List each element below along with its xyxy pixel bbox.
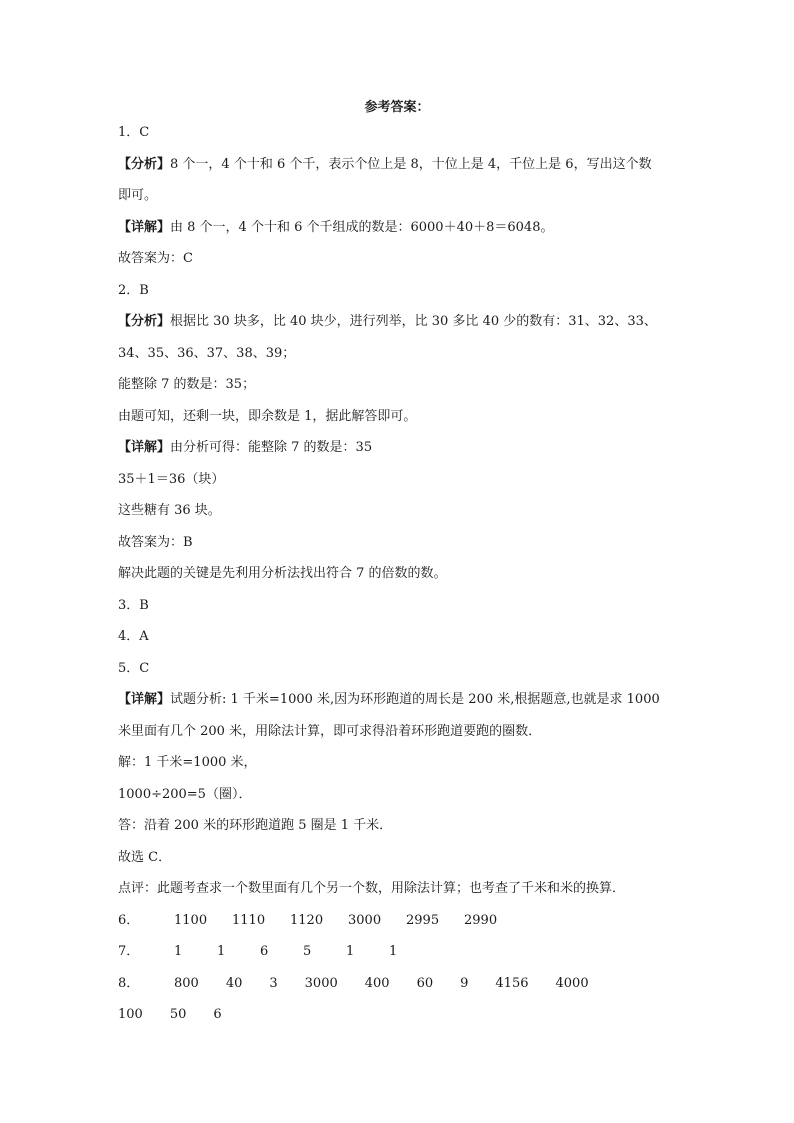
answer-value: 4000: [555, 975, 589, 991]
answer-value: 2990: [464, 912, 498, 928]
answer-2-result: 这些糖有 36 块。: [118, 503, 221, 518]
answer-value: 100: [118, 1007, 143, 1022]
answer-8-cont: [118, 1004, 688, 1036]
answer-1-analysis-cont: 即可。: [118, 188, 158, 203]
answer-2-detail: [118, 437, 688, 469]
answer-1-analysis: [118, 154, 688, 186]
answer-2-final: 故答案为：B: [118, 534, 193, 550]
answer-8-values-cont: [118, 1004, 249, 1026]
answer-7-values: [174, 941, 432, 963]
detail-text: 由分析可得：能整除 7 的数是：35: [170, 440, 373, 455]
answer-1-final: 故答案为：C: [118, 251, 193, 266]
answer-5-calc: 1000÷200=5（圈）．: [118, 786, 252, 802]
answer-8-values: [174, 973, 616, 995]
answer-value: 4156: [495, 975, 529, 991]
answer-5-detail-cont: 米里面有几个 200 米，用除法计算，即可求得沿着环形跑道要跑的圈数．: [118, 723, 542, 739]
answer-value: 1100: [174, 912, 208, 928]
answer-5-final: 故选 C．: [118, 849, 172, 865]
answer-8-number: 8．: [118, 975, 140, 991]
page-title: 参考答案：: [364, 100, 430, 115]
answer-2-analysis-cont: 34、35、36、37、38、39；: [118, 345, 296, 361]
answer-4: 4．A: [118, 629, 149, 644]
answer-5-result: 答：沿着 200 米的环形跑道跑 5 圈是 1 千米．: [118, 818, 393, 833]
answer-value: 400: [364, 975, 390, 991]
answer-value: 50: [169, 1007, 187, 1022]
answer-value: 6: [213, 1007, 222, 1022]
answer-value: 60: [416, 975, 434, 991]
detail-text: 由 8 个一，4 个十和 6 个千组成的数是：6000＋40＋8＝6048。: [170, 219, 554, 235]
answer-value: 6: [260, 944, 269, 959]
answer-value: 1: [217, 944, 226, 959]
analysis-text: 8 个一，4 个十和 6 个千，表示个位上是 8，十位上是 4，千位上是 6，写出这个数: [170, 156, 652, 172]
answer-value: 1: [389, 944, 398, 959]
answer-value: 2995: [406, 912, 440, 928]
answer-2: 2．B: [118, 282, 149, 298]
answer-value: 3000: [348, 912, 382, 928]
answer-value: 800: [174, 975, 199, 991]
analysis-tag: 【分析】: [118, 314, 171, 329]
answer-5-solve: 解：1 千米=1000 米，: [118, 755, 257, 770]
answer-value: 1120: [290, 912, 324, 928]
analysis-tag: 【分析】: [118, 156, 171, 172]
answer-2-calc: 35＋1＝36（块）: [118, 471, 225, 487]
answer-2-analysis-remainder: 由题可知，还剩一块，即余数是 1，据此解答即可。: [118, 408, 417, 424]
answer-value: 9: [460, 975, 469, 991]
detail-tag: 【详解】: [118, 692, 171, 707]
answer-3: 3．B: [118, 597, 149, 613]
detail-text: 试题分析: 1 千米=1000 米,因为环形跑道的周长是 200 米,根据题意,也就是求 1000: [170, 692, 660, 707]
answer-value: 1110: [232, 912, 266, 928]
answer-2-analysis-divisible: 能整除 7 的数是：35；: [118, 377, 256, 392]
detail-tag: 【详解】: [118, 219, 171, 235]
answer-5-detail: [118, 689, 688, 721]
answer-2-comment: 解决此题的关键是先利用分析法找出符合 7 的倍数的数。: [118, 566, 447, 581]
answer-7: [118, 941, 688, 973]
answer-1: 1．C: [118, 125, 150, 140]
answer-value: 1: [174, 944, 183, 959]
answer-6: [118, 910, 688, 942]
answer-7-number: 7．: [118, 944, 140, 959]
answer-5-comment: 点评：此题考查求一个数里面有几个另一个数，用除法计算；也考查了千米和米的换算．: [118, 881, 626, 896]
answer-6-number: 6．: [118, 912, 140, 928]
answer-value: 3: [269, 975, 278, 991]
answer-value: 3000: [304, 975, 338, 991]
answer-value: 40: [225, 975, 243, 991]
answer-1-detail: [118, 217, 688, 249]
detail-tag: 【详解】: [118, 440, 171, 455]
answer-content: [118, 122, 688, 1036]
answer-8: [118, 973, 688, 1005]
answer-value: 1: [346, 944, 355, 959]
answer-2-analysis: [118, 311, 688, 343]
answer-value: 5: [303, 944, 312, 959]
answer-6-values: [174, 910, 522, 932]
answer-5: 5．C: [118, 660, 150, 676]
analysis-text: 根据比 30 块多，比 40 块少，进行列举，比 30 多比 40 少的数有：31、32、33、: [170, 314, 657, 329]
